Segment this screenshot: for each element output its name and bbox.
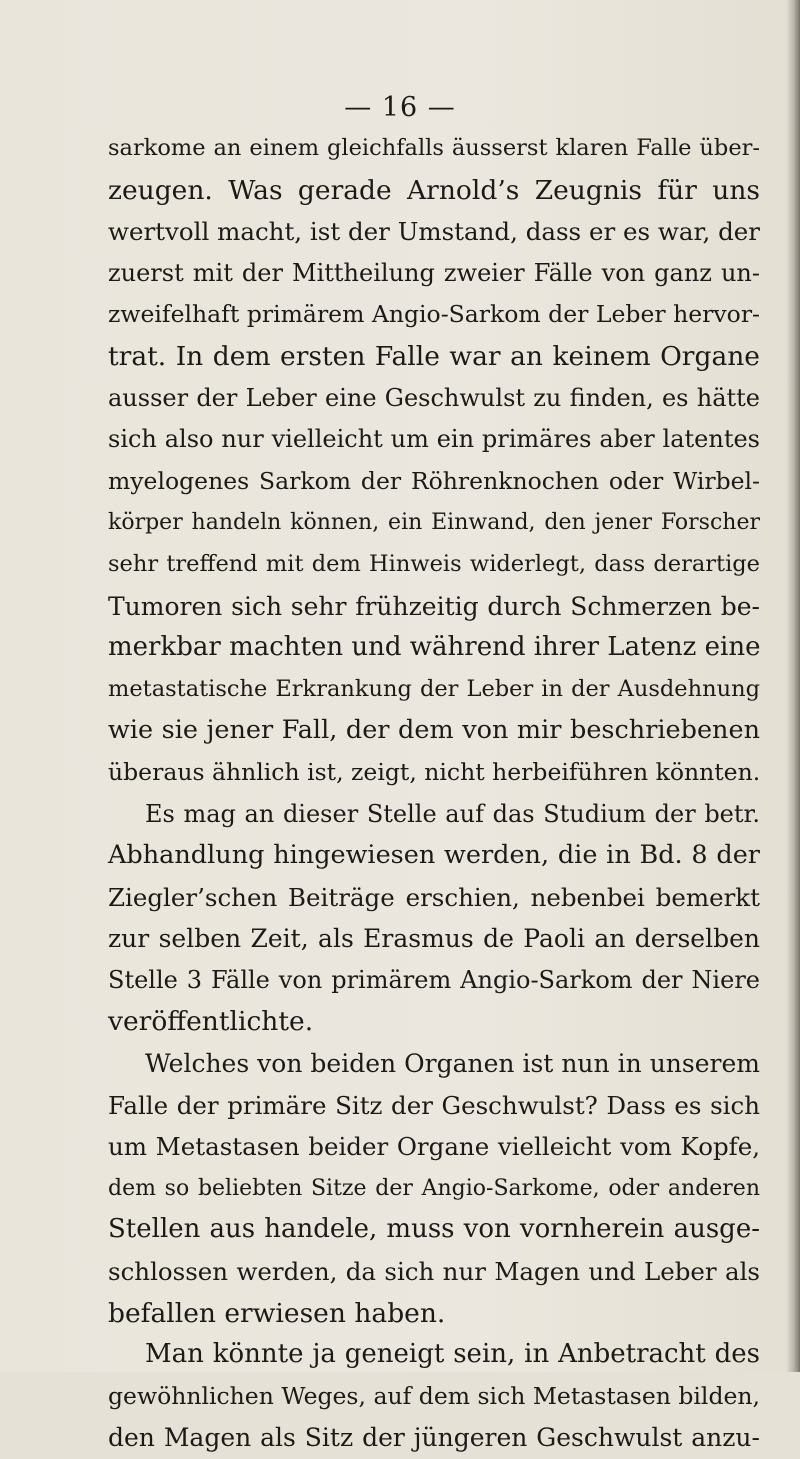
text-line: sich also nur vielleicht um ein primäres aber latentes [108,425,760,454]
text-line: Man könnte ja geneigt sein, in Anbetracht des [145,1339,760,1370]
text-line: gewöhnlichen Weges, auf dem sich Metastasen bilden, [108,1381,760,1410]
text-line: den Magen als Sitz der jüngeren Geschwulst anzu- [108,1423,760,1453]
text-line: Stelle 3 Fälle von primärem Angio-Sarkom der Niere [108,965,760,994]
text-line: metastatische Erkrankung der Leber in der Ausdehnung [108,675,760,702]
text-line: wertvoll macht, ist der Umstand, dass er es war, der [108,217,760,247]
text-line: dem so beliebten Sitze der Angio-Sarkome, oder anderen [108,1175,760,1201]
text-line: Tumoren sich sehr frühzeitig durch Schmerzen be- [108,591,760,621]
text-line: zweifelhaft primärem Angio-Sarkom der Leber hervor- [108,300,760,329]
text-line: merkbar machten und während ihrer Latenz eine [108,632,761,663]
text-line: körper handeln können, ein Einwand, den jener Forscher [108,510,760,536]
text-line: sehr treffend mit dem Hinweis widerlegt, dass derartige [108,550,760,577]
text-line: Welches von beiden Organen ist nun in unserem [145,1049,760,1079]
text-line: myelogenes Sarkom der Röhrenknochen oder Wirbel- [108,466,760,495]
text-line: zeugen. Was gerade Arnold’s Zeugnis für uns [108,174,760,206]
page-number: — 16 — [344,92,456,123]
text-line: schlossen werden, da sich nur Magen und Leber als [108,1257,760,1287]
text-line: sarkome an einem gleichfalls äusserst klaren Falle über- [108,135,760,161]
text-line: überaus ähnlich ist, zeigt, nicht herbeiführen könnten. [108,757,761,786]
text-line: trat. In dem ersten Falle war an keinem Organe [108,340,760,372]
text-line: wie sie jener Fall, der dem von mir beschriebenen [108,715,760,746]
text-line: veröffentlichte. [108,1006,314,1038]
text-line: Falle der primäre Sitz der Geschwulst? Dass es sich [108,1090,760,1120]
text-line: um Metastasen beider Organe vielleicht vom Kopfe, [108,1132,760,1162]
text-line: ausser der Leber eine Geschwulst zu finden, es hätte [108,383,760,412]
text-line: zuerst mit der Mittheilung zweier Fälle von ganz un- [108,258,760,287]
text-line: befallen erwiesen haben. [108,1297,446,1329]
text-line: zur selben Zeit, als Erasmus de Paoli an derselben [108,924,760,954]
text-line: Abhandlung hingewiesen werden, die in Bd. 8 der [108,840,760,871]
text-line: Es mag an dieser Stelle auf das Studium der betr. [145,799,760,828]
text-line: Stellen aus handele, muss von vornherein ausge- [108,1214,760,1245]
text-line: Ziegler’schen Beiträge erschien, nebenbei bemerkt [108,882,760,912]
body-text [108,128,760,1459]
page-edge-shadow [786,0,800,1372]
